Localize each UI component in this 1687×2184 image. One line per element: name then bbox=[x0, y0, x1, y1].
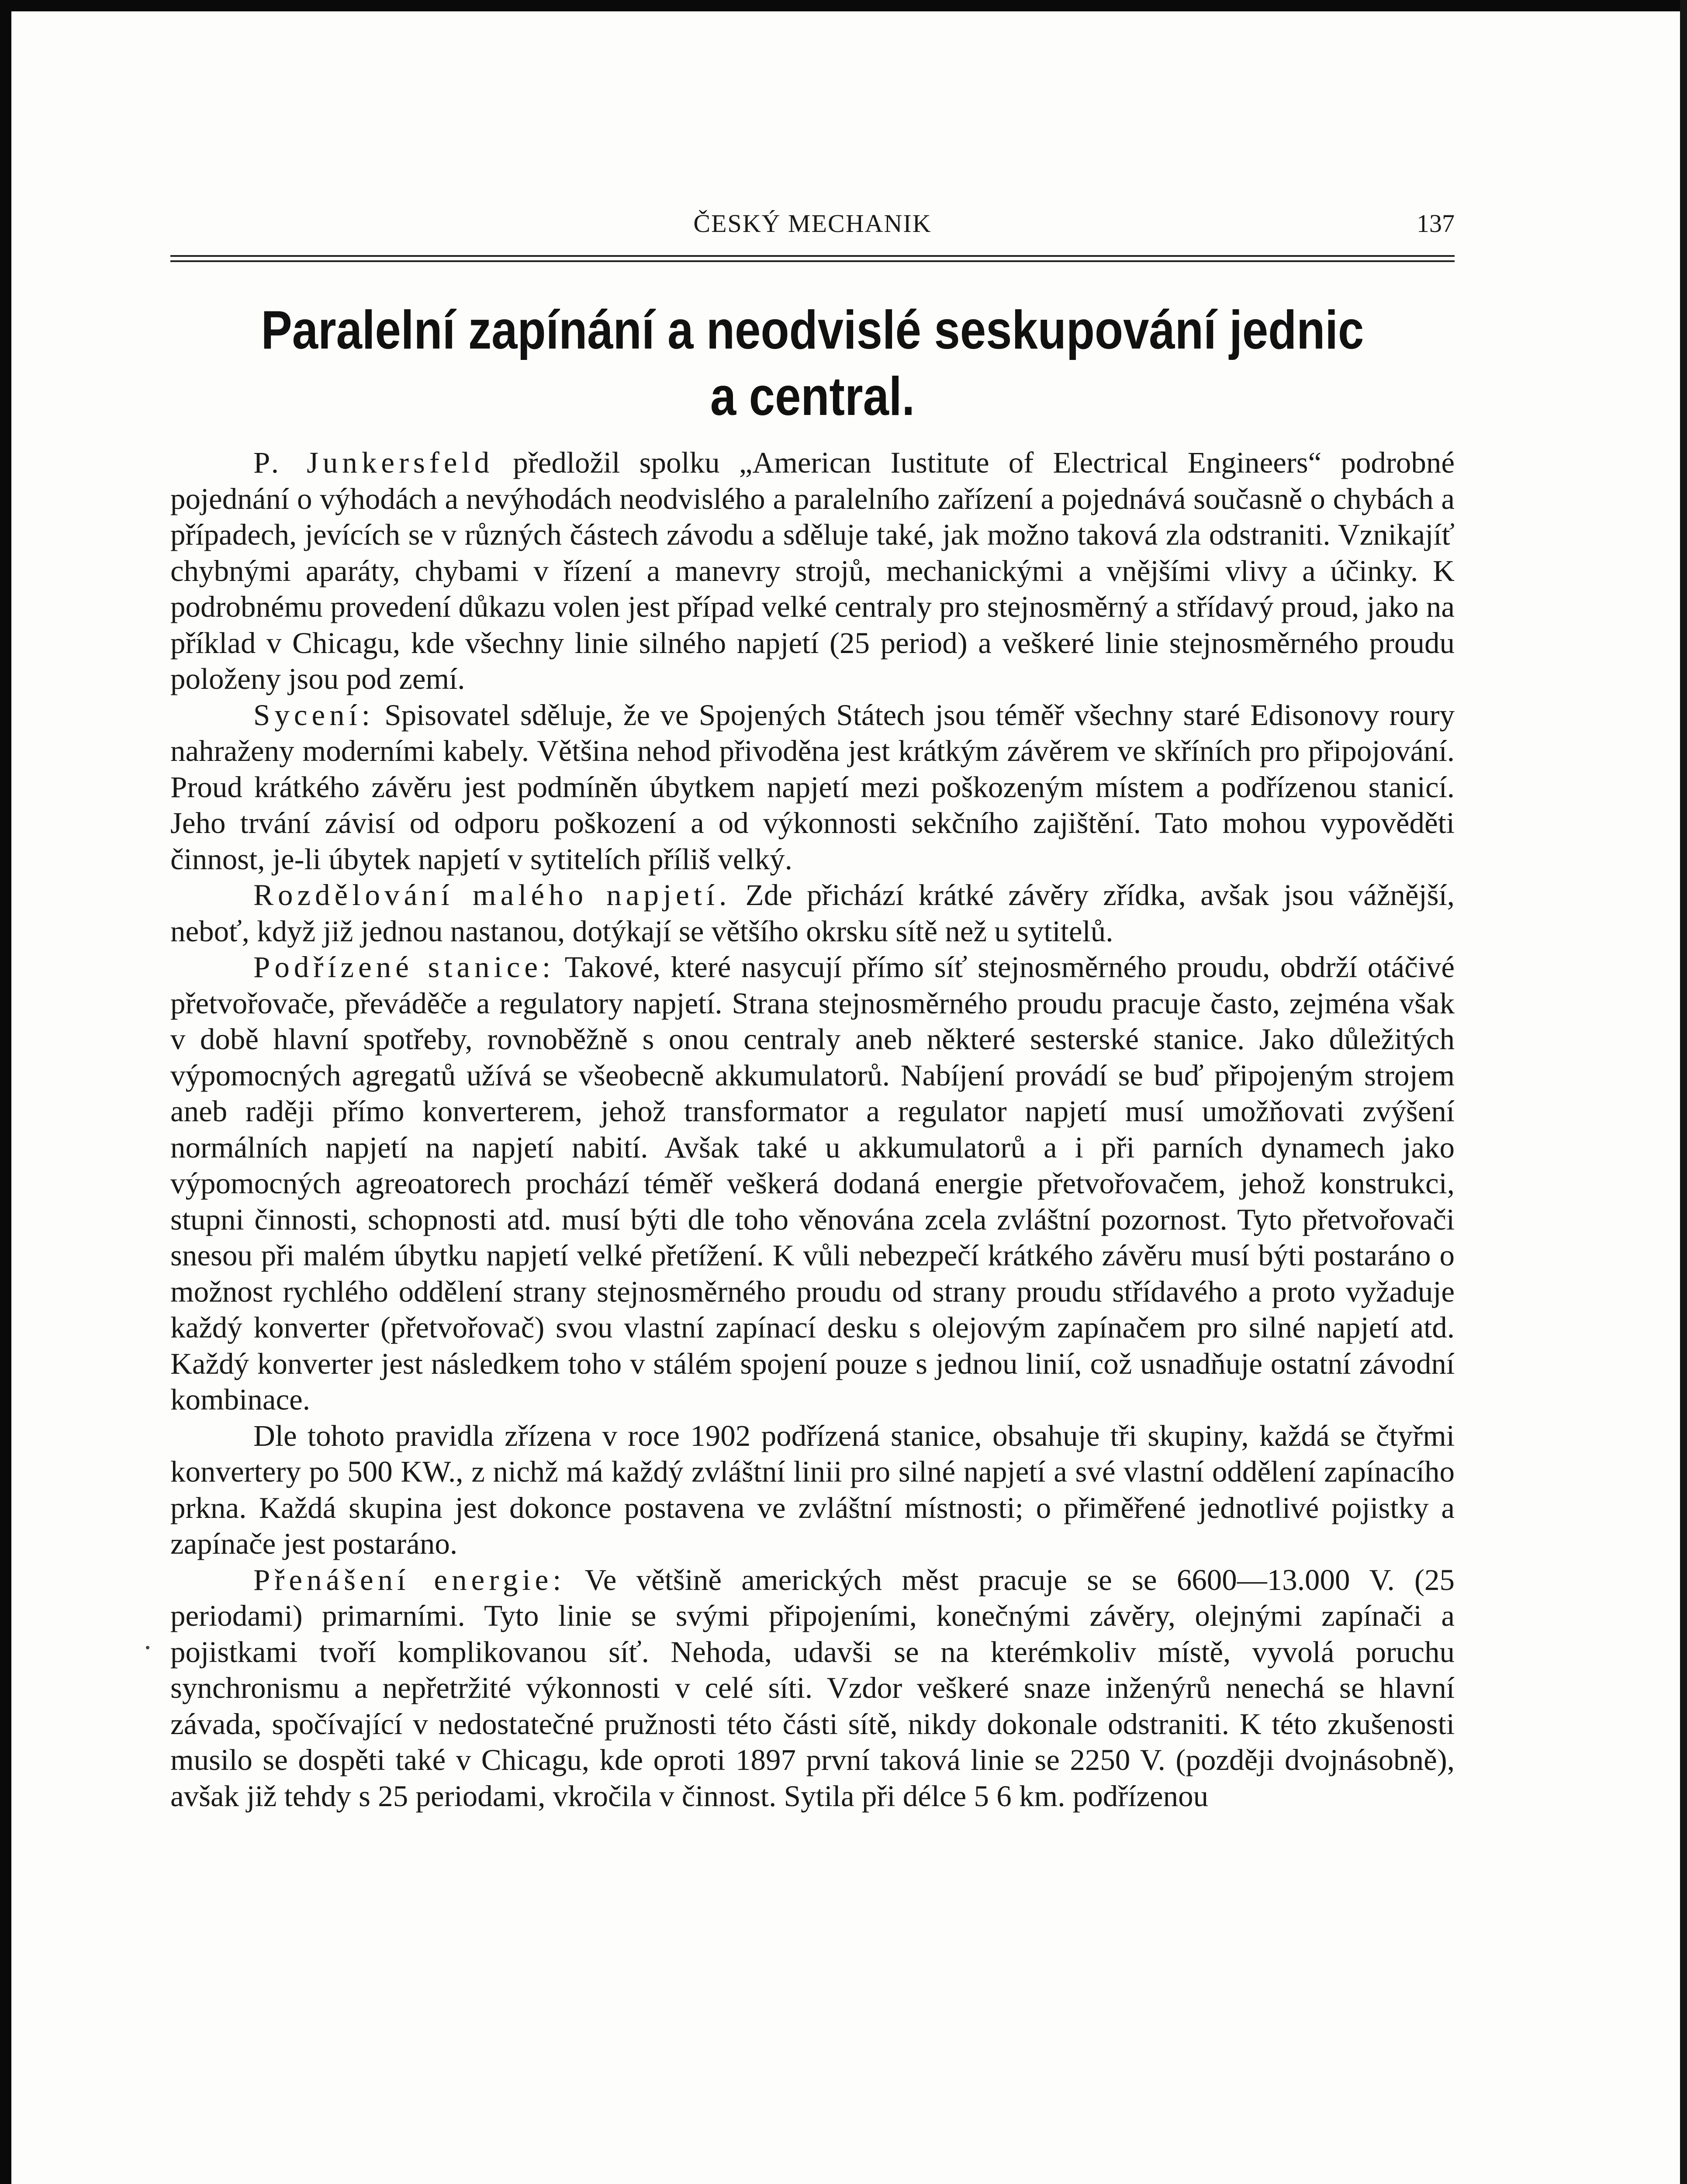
paragraph-text: Dle tohoto pravidla zřízena v roce 1902 podřízená stanice, obsahuje tři skupiny, každá se čtyřmi konvertery po 500 KW., z nichž má každý zvláštní linii pro silné napjetí a své vlastní oddělení zapínacího prkna. Každá skupina jest dokonce postavena ve zvláštní místnosti; o přiměřené jednotlivé pojistky a zapínače jest postaráno. bbox=[170, 1419, 1455, 1560]
paragraph-text: Takové, které nasycují přímo síť stejnosměrného proudu, obdrží otáčivé přetvořovače, převáděče a regulatory napjetí. Strana stejnosměrného proudu pracuje často, zejména však v době hlavní spotřeby, rovnoběžně s onou centraly aneb některé sesterské stanice. Jako důležitých výpomocných agregatů užívá se všeobecně akkumulatorů. Nabíjení provádí se buď připojeným strojem aneb raději přímo konverterem, jehož transformator a regulator napjetí musí umožňovati zvýšení normálních napjetí na napjetí nabití. Avšak také u akkumulatorů a i při parních dynamech jako výpomocných agreoatorech prochází téměř veškerá dodaná energie přetvořovačem, jehož konstrukci, stupni činnosti, schopnosti atd. musí býti dle toho věnována zcela zvláštní pozornost. Tyto přetvořovači snesou při malém úbytku napjetí velké přetížení. K vůli nebezpečí krátkého závěru musí býti postaráno o možnost rychlého oddělení strany stejnosměrného proudu od strany proudu střídavého a proto vyžaduje každý konverter (přetvořovač) svou vlastní zapínací desku s olejovým zapínačem pro silné napjetí atd. Každý konverter jest následkem toho v stálém spojení pouze s jednou linií, což usnadňuje ostatní závodní kombinace. bbox=[170, 950, 1455, 1416]
scan-speck bbox=[146, 1646, 149, 1649]
paragraph bbox=[170, 949, 1455, 1418]
article-body bbox=[170, 445, 1455, 1814]
header-rule-bottom bbox=[170, 260, 1455, 262]
article-title: Paralelní zapínání a neodvislé seskupování jednic a central. bbox=[261, 300, 1364, 427]
paragraph-text: Spisovatel sděluje, že ve Spojených Státech jsou téměř všechny staré Edisonovy roury nahraženy moderními kabely. Většina nehod přivoděna jest krátkým závěrem ve skříních pro připojování. Proud krátkého závěru jest podmíněn úbytkem napjetí mezi poškozeným místem a podřízenou stanicí. Jeho trvání závisí od odporu poškození a od výkonnosti sekčního zajištění. Tato mohou vypověděti činnost, je-li úbytek napjetí v sytitelích příliš velký. bbox=[170, 698, 1455, 876]
header-rule-top bbox=[170, 255, 1455, 257]
paragraph-lead: Přenášení energie: bbox=[253, 1563, 566, 1597]
paragraph-text: Zde přichází krátké závěry zřídka, avšak jsou vážnější, neboť, když již jednou nastanou, dotýkají se většího okrsku sítě než u sytitelů. bbox=[170, 878, 1455, 948]
journal-name: ČESKÝ MECHANIK bbox=[693, 209, 932, 238]
paragraph bbox=[170, 1418, 1455, 1562]
paragraph-text: předložil spolku „American Iustitute of Electrical Engineers“ podrobné pojednání o výhodách a nevýhodách neodvislého a paralelního zařízení a pojednává současně o chybách a případech, jevících se v různých částech závodu a sděluje také, jak možno taková zla odstraniti. Vznikajíť chybnými aparáty, chybami v řízení a manevry strojů, mechanickými a vnějšími vlivy a účinky. K podrobnému provedení důkazu volen jest případ velké centraly pro stejnosměrný a střídavý proud, jako na příklad v Chicagu, kde všechny linie silného napjetí (25 period) a veškeré linie stejnosměrného proudu položeny jsou pod zemí. bbox=[170, 446, 1455, 695]
paragraph-lead: Sycení: bbox=[253, 698, 374, 732]
paragraph-lead: P. Junkersfeld bbox=[253, 446, 494, 479]
page-number: 137 bbox=[1417, 209, 1455, 238]
paragraph-text: Ve většině amerických měst pracuje se se 6600—13.000 V. (25 periodami) primarními. Tyto linie se svými připojeními, konečnými závěry, olejnými zapínači a pojistkami tvoří komplikovanou síť. Nehoda, udavši se na kterémkoliv místě, vyvolá poruchu synchronismu a nepřetržité výkonnosti v celé síti. Vzdor veškeré snaze inženýrů nenechá se hlavní závada, spočívající v nedostatečné pružnosti této části sítě, nikdy dokonale odstraniti. K této zkušenosti musilo se dospěti také v Chicagu, kde oproti 1897 první taková linie se 2250 V. (později dvojnásobně), avšak již tehdy s 25 periodami, vkročila v činnost. Sytila při délce 5 6 km. podřízenou bbox=[170, 1563, 1455, 1813]
paragraph bbox=[170, 877, 1455, 949]
scan-border-left bbox=[0, 0, 11, 2184]
scan-border-top bbox=[0, 0, 1687, 11]
paragraph-lead: Podřízené stanice: bbox=[253, 950, 555, 984]
scan-border-right bbox=[1680, 0, 1687, 2184]
paragraph bbox=[170, 445, 1455, 697]
paragraph bbox=[170, 697, 1455, 878]
paragraph bbox=[170, 1562, 1455, 1814]
running-header bbox=[170, 209, 1455, 248]
paragraph-lead: Rozdělování malého napjetí. bbox=[253, 878, 731, 912]
